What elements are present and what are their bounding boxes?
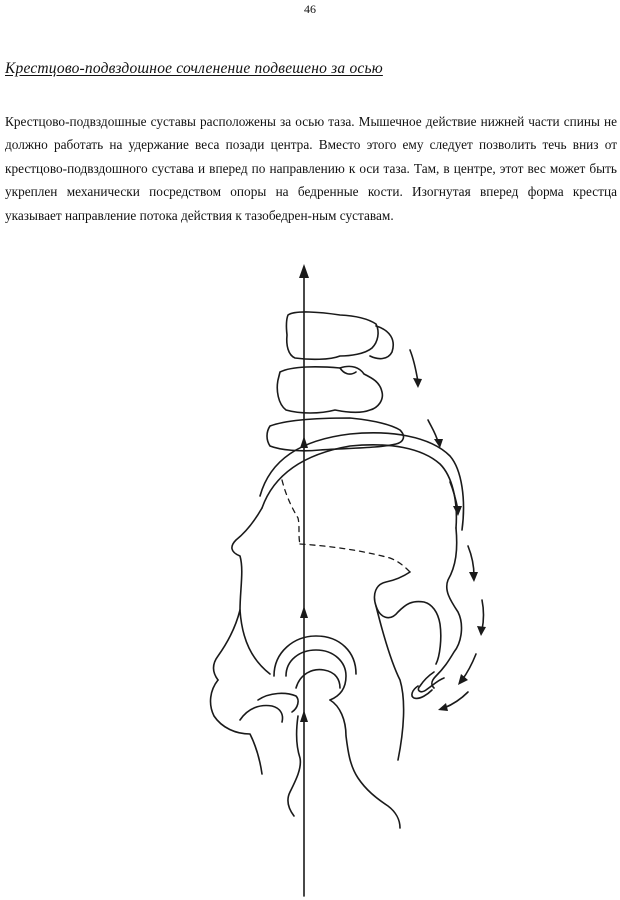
iliac-crest <box>262 445 456 528</box>
femoral-head-inner <box>296 670 340 688</box>
flow-arrow-6 <box>462 654 476 680</box>
femur-left-outline <box>240 706 283 722</box>
flow-arrow-2 <box>428 420 438 442</box>
vertebra-upper <box>286 312 378 359</box>
ilium-dashed-left <box>282 480 300 544</box>
coccyx-tip <box>418 672 444 692</box>
ischium-outline <box>376 606 404 760</box>
pelvis-illustration <box>200 260 490 900</box>
flow-arrowhead-7 <box>438 703 448 711</box>
axis-arrowhead-top <box>299 264 309 278</box>
ilium-front-outline <box>232 508 270 674</box>
greater-trochanter <box>211 680 262 774</box>
vertebra-upper-process <box>370 326 393 359</box>
flow-arrowhead-3 <box>453 506 462 516</box>
flow-arrow-4 <box>468 546 474 576</box>
femur-shaft-left <box>288 716 300 816</box>
axis-arrowhead-mid2 <box>300 606 308 618</box>
flow-arrow-5 <box>482 600 484 630</box>
flow-arrowhead-6 <box>458 674 468 685</box>
femoral-head <box>286 650 346 700</box>
flow-arrow-3 <box>450 482 458 510</box>
femur-shaft-right <box>330 700 400 828</box>
vertebra-middle <box>277 366 382 413</box>
flow-arrowhead-1 <box>413 378 422 388</box>
section-heading: Крестцово-подвздошное сочленение подвешено за осью <box>5 60 383 77</box>
flow-arrow-1 <box>410 350 418 382</box>
ilium-dashed-bottom <box>300 544 410 572</box>
flow-arrow-7 <box>444 692 468 708</box>
vertebra-middle-notch <box>340 368 356 374</box>
axis-arrowhead-low <box>300 710 308 722</box>
body-paragraph: Крестцово-подвздошные суставы расположены за осью таза. Мышечное действие нижней части спины не должно работать на удержание веса позади центра. Вместо этого ему следует позволить течь вниз от крестцово-подвздошного сустава и вперед по направлению к оси таза. Там, в центре, этот вес может быть укреплен механически посредством опоры на бедренные кости. Изогнутая вперед форма крестца указывает направление потока действия к тазобедрен-ным суставам. <box>5 114 617 223</box>
vertebra-lower <box>267 418 403 451</box>
sciatic-notch <box>374 572 440 664</box>
anterior-hip-outline <box>214 610 241 680</box>
flow-arrowhead-5 <box>477 626 486 636</box>
flow-arrowhead-4 <box>469 572 478 582</box>
page-number: 46 <box>304 2 316 16</box>
